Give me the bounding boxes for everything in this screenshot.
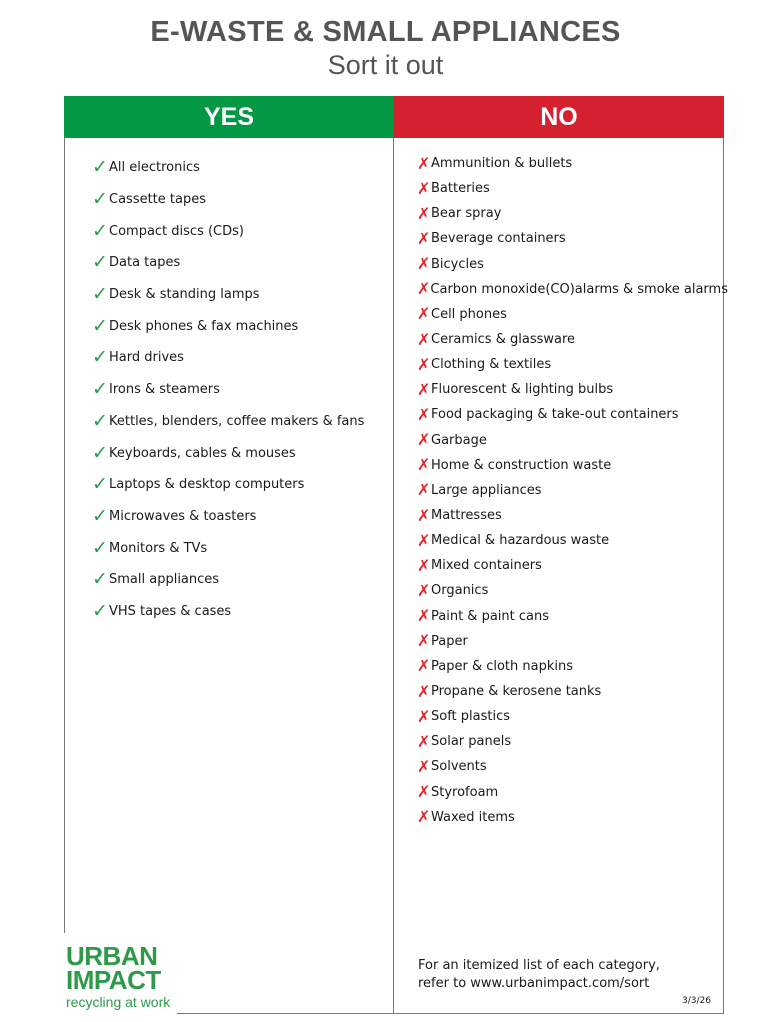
cross-icon: ✗ <box>417 530 431 550</box>
list-item-label: Irons & steamers <box>109 382 220 398</box>
no-list <box>417 151 728 830</box>
list-item-label: Propane & kerosene tanks <box>431 684 602 700</box>
cross-icon: ✗ <box>417 656 431 676</box>
cross-icon: ✗ <box>417 329 431 349</box>
page-title: E-WASTE & SMALL APPLIANCES <box>150 16 621 48</box>
no-column-header: NO <box>394 96 724 138</box>
list-item-label: Laptops & desktop computers <box>109 477 305 493</box>
list-item <box>92 469 392 501</box>
list-item <box>417 151 722 176</box>
cross-icon: ✗ <box>417 480 431 500</box>
list-item-label: Food packaging & take-out containers <box>431 407 679 423</box>
list-item-label: Monitors & TVs <box>109 540 208 556</box>
list-item <box>92 152 392 184</box>
list-item <box>417 805 722 830</box>
checkmark-icon: ✓ <box>92 346 108 369</box>
table-border-middle <box>393 96 394 1014</box>
checkmark-icon: ✓ <box>92 314 108 337</box>
checkmark-icon: ✓ <box>92 441 108 464</box>
list-item-label: Compact discs (CDs) <box>109 223 244 239</box>
list-item-label: Paper <box>431 633 468 649</box>
list-item <box>417 780 722 805</box>
list-item <box>417 327 722 352</box>
cross-icon: ✗ <box>417 379 431 399</box>
cross-icon: ✗ <box>417 304 431 324</box>
cross-icon: ✗ <box>417 606 431 626</box>
list-item-label: Keyboards, cables & mouses <box>109 445 296 461</box>
date-label: 3/3/26 <box>682 996 711 1006</box>
list-item <box>92 279 392 311</box>
list-item <box>417 729 722 754</box>
cross-icon: ✗ <box>417 228 431 248</box>
logo-text-urban: URBAN <box>66 941 158 971</box>
cross-icon: ✗ <box>417 404 431 424</box>
logo-text-impact: IMPACT <box>66 965 161 995</box>
list-item <box>417 604 722 629</box>
list-item <box>417 478 722 503</box>
footer-note <box>418 957 718 993</box>
table-border-right <box>723 96 724 1014</box>
checkmark-icon: ✓ <box>92 504 108 527</box>
checkmark-icon: ✓ <box>92 536 108 559</box>
list-item-label: Cassette tapes <box>109 192 206 208</box>
list-item-label: Ammunition & bullets <box>431 156 573 172</box>
list-item-label: Hard drives <box>109 350 184 366</box>
table-border-bottom <box>177 1013 724 1014</box>
checkmark-icon: ✓ <box>92 188 108 211</box>
cross-icon: ✗ <box>417 203 431 223</box>
list-item-label: Medical & hazardous waste <box>431 533 610 549</box>
list-item <box>417 428 722 453</box>
list-item <box>92 247 392 279</box>
list-item-label: Bicycles <box>431 256 484 272</box>
list-item <box>417 503 722 528</box>
list-item <box>417 402 722 427</box>
cross-icon: ✗ <box>417 455 431 475</box>
urban-impact-logo <box>66 941 178 1010</box>
list-item-label: Small appliances <box>109 572 220 588</box>
list-item <box>92 564 392 596</box>
list-item-label: Carbon monoxide(CO)alarms & smoke alarms <box>430 281 728 297</box>
checkmark-icon: ✓ <box>92 283 108 306</box>
cross-icon: ✗ <box>417 807 431 827</box>
list-item <box>417 252 722 277</box>
list-item-label: Desk phones & fax machines <box>109 318 299 334</box>
list-item <box>417 654 722 679</box>
list-item-label: Kettles, blenders, coffee makers & fans <box>109 413 365 429</box>
list-item <box>417 377 722 402</box>
list-item <box>417 578 722 603</box>
list-item <box>417 754 722 779</box>
list-item <box>417 176 722 201</box>
footer-note-line: For an itemized list of each category, <box>418 958 660 973</box>
list-item-label: Desk & standing lamps <box>109 287 260 303</box>
list-item-label: Fluorescent & lighting bulbs <box>431 382 614 398</box>
list-item <box>92 184 392 216</box>
cross-icon: ✗ <box>417 782 431 802</box>
list-item <box>417 352 722 377</box>
list-item-label: All electronics <box>109 160 200 176</box>
list-item-label: Clothing & textiles <box>431 357 552 373</box>
checkmark-icon: ✓ <box>92 251 108 274</box>
list-item-label: Soft plastics <box>431 709 511 725</box>
cross-icon: ✗ <box>417 731 431 751</box>
list-item <box>417 277 728 302</box>
list-item-label: Large appliances <box>431 482 542 498</box>
cross-icon: ✗ <box>417 279 431 299</box>
list-item-label: Batteries <box>431 181 490 197</box>
checkmark-icon: ✓ <box>92 378 108 401</box>
list-item <box>92 406 392 438</box>
logo-tagline: recycling at work <box>66 994 171 1010</box>
list-item <box>92 437 392 469</box>
list-item <box>92 532 392 564</box>
list-item <box>417 704 722 729</box>
list-item-label: Solar panels <box>431 734 512 750</box>
list-item-label: Bear spray <box>431 206 502 222</box>
list-item-label: VHS tapes & cases <box>109 603 232 619</box>
cross-icon: ✗ <box>417 354 431 374</box>
checkmark-icon: ✓ <box>92 568 108 591</box>
cross-icon: ✗ <box>417 555 431 575</box>
cross-icon: ✗ <box>417 505 431 525</box>
list-item <box>92 342 392 374</box>
list-item-label: Garbage <box>431 432 487 448</box>
list-item-label: Data tapes <box>109 255 181 271</box>
list-item-label: Paper & cloth napkins <box>431 658 574 674</box>
list-item-label: Ceramics & glassware <box>431 332 576 348</box>
list-item <box>417 226 722 251</box>
page-subtitle: Sort it out <box>327 50 444 80</box>
list-item-label: Cell phones <box>431 306 507 322</box>
list-item-label: Microwaves & toasters <box>109 508 257 524</box>
list-item <box>92 596 392 628</box>
list-item <box>417 553 722 578</box>
cross-icon: ✗ <box>417 254 431 274</box>
checkmark-icon: ✓ <box>92 219 108 242</box>
cross-icon: ✗ <box>417 706 431 726</box>
list-item <box>92 215 392 247</box>
list-item-label: Waxed items <box>431 809 515 825</box>
cross-icon: ✗ <box>417 681 431 701</box>
list-item <box>417 453 722 478</box>
list-item <box>417 528 722 553</box>
list-item <box>417 679 722 704</box>
list-item <box>92 310 392 342</box>
list-item <box>92 501 392 533</box>
list-item-label: Styrofoam <box>431 784 499 800</box>
list-item-label: Organics <box>431 583 489 599</box>
cross-icon: ✗ <box>417 580 431 600</box>
checkmark-icon: ✓ <box>92 473 108 496</box>
list-item <box>417 629 722 654</box>
footer-note-line: refer to www.urbanimpact.com/sort <box>418 976 650 991</box>
checkmark-icon: ✓ <box>92 156 108 179</box>
cross-icon: ✗ <box>417 756 431 776</box>
checkmark-icon: ✓ <box>92 599 108 622</box>
list-item <box>417 201 722 226</box>
list-item-label: Home & construction waste <box>431 457 612 473</box>
list-item-label: Beverage containers <box>431 231 566 247</box>
table-border-left <box>64 96 65 933</box>
sort-table <box>64 96 728 1014</box>
list-item-label: Solvents <box>431 759 487 775</box>
list-item-label: Paint & paint cans <box>431 608 549 624</box>
cross-icon: ✗ <box>417 178 431 198</box>
list-item <box>417 302 722 327</box>
list-item-label: Mixed containers <box>431 558 542 574</box>
checkmark-icon: ✓ <box>92 409 108 432</box>
yes-column-header: YES <box>64 96 394 138</box>
cross-icon: ✗ <box>417 430 431 450</box>
yes-list <box>92 152 392 627</box>
cross-icon: ✗ <box>417 631 431 651</box>
cross-icon: ✗ <box>417 153 431 173</box>
list-item-label: Mattresses <box>431 508 502 524</box>
list-item <box>92 374 392 406</box>
